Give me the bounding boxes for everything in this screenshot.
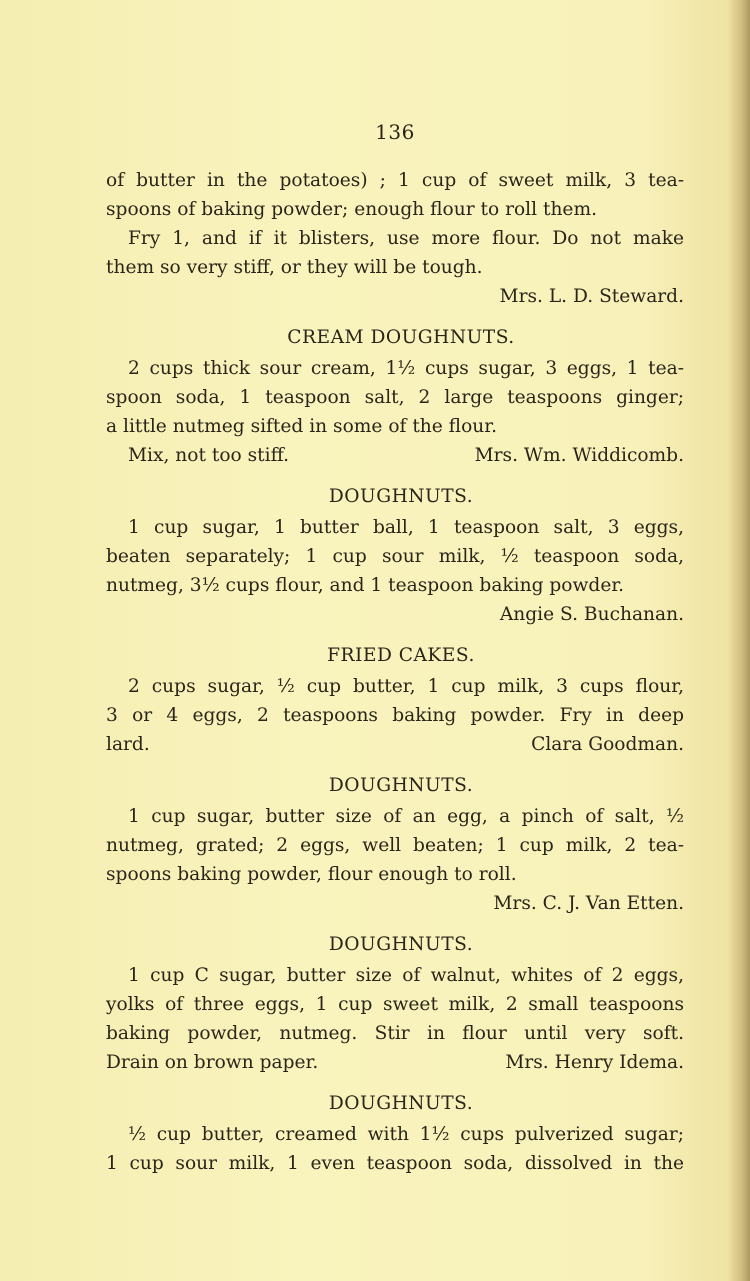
body-line: 1 cup sugar, 1 butter ball, 1 teaspoon salt, 3 eggs, [128, 517, 684, 538]
recipe-author: Mrs. Henry Idema. [505, 1052, 684, 1073]
body-line: nutmeg, 3½ cups flour, and 1 teaspoon baking powder. [106, 575, 625, 596]
recipe-final-line [106, 1048, 684, 1077]
body-text: lard. [106, 734, 150, 755]
body-line: of butter in the potatoes) ; 1 cup of sweet milk, 3 tea- [106, 170, 684, 191]
recipe-final-line [106, 730, 684, 759]
recipe-author: Angie S. Buchanan. [499, 604, 684, 625]
recipe-title: DOUGHNUTS. [328, 1093, 474, 1114]
recipe-title: DOUGHNUTS. [328, 486, 474, 507]
body-line: 1 cup sour milk, 1 even teaspoon soda, dissolved in the [106, 1153, 684, 1174]
body-line: spoons baking powder, flour enough to roll. [106, 864, 517, 885]
recipe-final-line [106, 441, 684, 470]
body-line: ½ cup butter, creamed with 1½ cups pulverized sugar; [128, 1124, 684, 1145]
recipe-author: Mrs. Wm. Widdicomb. [474, 445, 684, 466]
body-line: 3 or 4 eggs, 2 teaspoons baking powder. Fry in deep [106, 705, 684, 726]
body-text: Drain on brown paper. [106, 1052, 319, 1073]
recipe-title: CREAM DOUGHNUTS. [287, 327, 515, 348]
body-line: Fry 1, and if it blisters, use more flour. Do not make [128, 228, 684, 249]
page-body [106, 166, 684, 1178]
body-line: baking powder, nutmeg. Stir in flour until very soft. [106, 1023, 684, 1044]
body-line: 1 cup sugar, butter size of an egg, a pinch of salt, ½ [128, 806, 684, 827]
page-edge-shadow [728, 0, 750, 1281]
body-line: them so very stiff, or they will be tough. [106, 257, 483, 278]
recipe-author: Clara Goodman. [531, 734, 684, 755]
page-number: 136 [375, 120, 415, 144]
body-line: beaten separately; 1 cup sour milk, ½ teaspoon soda, [106, 546, 684, 567]
body-line: a little nutmeg sifted in some of the flour. [106, 416, 498, 437]
body-line: 2 cups sugar, ½ cup butter, 1 cup milk, 3 cups flour, [128, 676, 684, 697]
body-line: 2 cups thick sour cream, 1½ cups sugar, 3 eggs, 1 tea- [128, 358, 684, 379]
recipe-title: DOUGHNUTS. [328, 775, 474, 796]
recipe-title: DOUGHNUTS. [328, 934, 474, 955]
body-text: Mix, not too stiff. [128, 445, 290, 466]
recipe-author: Mrs. C. J. Van Etten. [493, 893, 684, 914]
recipe-title: FRIED CAKES. [327, 645, 475, 666]
body-line: spoons of baking powder; enough flour to roll them. [106, 199, 597, 220]
body-line: yolks of three eggs, 1 cup sweet milk, 2 small teaspoons [106, 994, 684, 1015]
body-line: 1 cup C sugar, butter size of walnut, whites of 2 eggs, [128, 965, 684, 986]
body-line: nutmeg, grated; 2 eggs, well beaten; 1 cup milk, 2 tea- [106, 835, 684, 856]
recipe-author: Mrs. L. D. Steward. [499, 286, 684, 307]
body-line: spoon soda, 1 teaspoon salt, 2 large teaspoons ginger; [106, 387, 684, 408]
